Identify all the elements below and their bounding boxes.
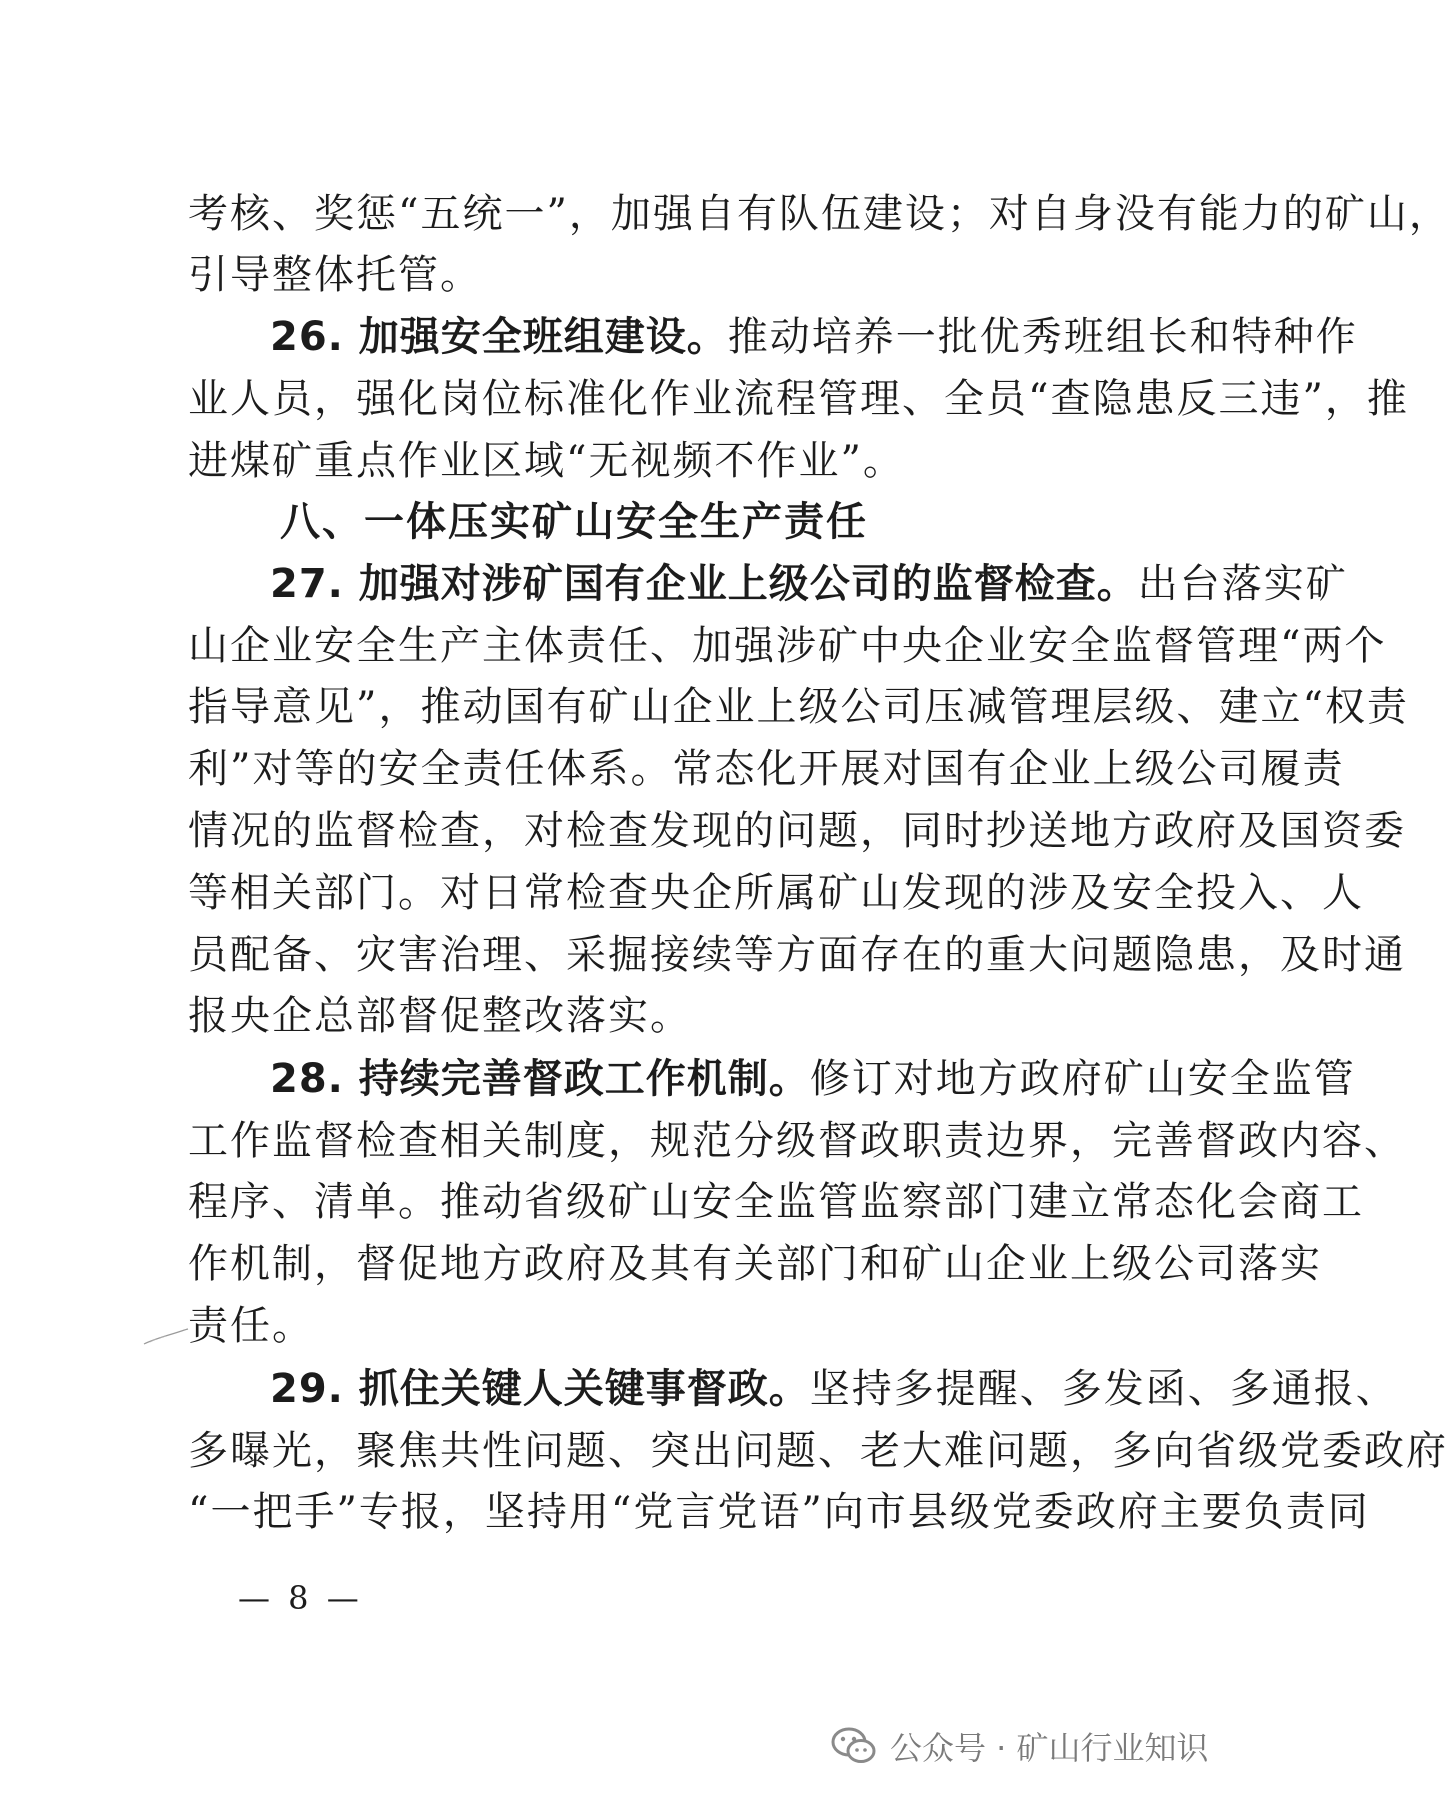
text-line: 进煤矿重点作业区域“无视频不作业”。 (188, 438, 905, 484)
item-27-line-1 (270, 559, 1348, 609)
item-29-title: 29. 抓住关键人关键事督政。 (270, 1366, 810, 1412)
text-line: 报央企总部督促整改落实。 (188, 993, 692, 1039)
text-line: 山企业安全生产主体责任、加强涉矿中央企业安全监督管理“两个 (188, 623, 1387, 669)
text-line: 作机制，督促地方政府及其有关部门和矿山企业上级公司落实 (188, 1241, 1322, 1287)
item-26-title: 26. 加强安全班组建设。 (270, 314, 728, 360)
text-line: 利”对等的安全责任体系。常态化开展对国有企业上级公司履责 (188, 746, 1345, 792)
text-line: 员配备、灾害治理、采掘接续等方面存在的重大问题隐患，及时通 (188, 932, 1406, 978)
section-heading: 八、一体压实矿山安全生产责任 (280, 499, 868, 545)
text-line: 责任。 (188, 1303, 314, 1349)
page-number: — 8 — (238, 1579, 363, 1617)
item-28-line-1 (270, 1054, 1356, 1104)
item-26-line-1 (270, 312, 1358, 362)
pen-scribble-mark (142, 1328, 190, 1346)
text-line: 考核、奖惩“五统一”，加强自有队伍建设；对自身没有能力的矿山， (188, 191, 1451, 237)
text-line: 引导整体托管。 (188, 252, 482, 298)
text-line: 多曝光，聚焦共性问题、突出问题、老大难问题，多向省级党委政府 (188, 1428, 1448, 1474)
text-line: “一把手”专报，坚持用“党言党语”向市县级党委政府主要负责同 (188, 1489, 1370, 1535)
wechat-official-account-icon (830, 1726, 878, 1766)
item-28-title: 28. 持续完善督政工作机制。 (270, 1056, 810, 1102)
watermark (830, 1722, 1209, 1770)
item-26-text: 推动培养一批优秀班组长和特种作 (727, 314, 1358, 360)
watermark-text: 公众号 · 矿山行业知识 (890, 1729, 1209, 1767)
text-line: 情况的监督检查，对检查发现的问题，同时抄送地方政府及国资委 (188, 808, 1406, 854)
item-28-text: 修订对地方政府矿山安全监管 (809, 1056, 1356, 1102)
text-line: 指导意见”，推动国有矿山企业上级公司压减管理层级、建立“权责 (188, 684, 1409, 730)
text-line: 程序、清单。推动省级矿山安全监管监察部门建立常态化会商工 (188, 1179, 1364, 1225)
item-27-title: 27. 加强对涉矿国有企业上级公司的监督检查。 (270, 561, 1138, 607)
text-line: 业人员，强化岗位标准化作业流程管理、全员“查隐患反三违”，推 (188, 376, 1409, 422)
item-27-text: 出台落实矿 (1137, 561, 1348, 607)
text-line: 等相关部门。对日常检查央企所属矿山发现的涉及安全投入、人 (188, 870, 1364, 916)
item-29-line-1 (270, 1364, 1398, 1414)
text-line: 工作监督检查相关制度，规范分级督政职责边界，完善督政内容、 (188, 1118, 1406, 1164)
item-29-text: 坚持多提醒、多发函、多通报、 (809, 1366, 1398, 1412)
